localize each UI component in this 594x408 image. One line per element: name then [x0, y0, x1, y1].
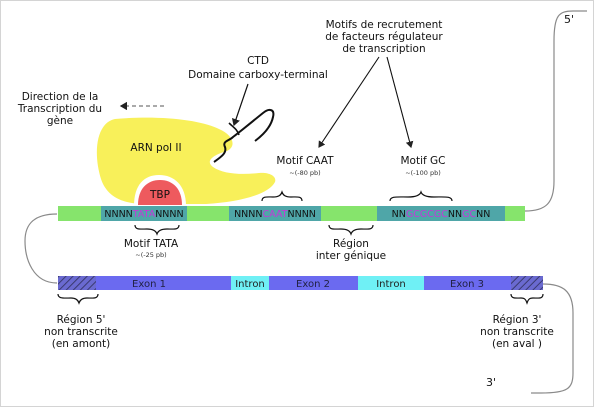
motifs-title-line1: Motifs de recrutement — [325, 19, 443, 31]
exon-2-label: Exon 2 — [296, 279, 330, 290]
direction-label-line3: gène — [46, 115, 74, 127]
tbp-label: TBP — [150, 189, 170, 201]
ctd-pointer-arrow — [234, 84, 248, 125]
diagram-canvas — [1, 1, 594, 408]
region5-label-line2: non transcrite — [44, 326, 118, 338]
intergenic-label-line1: Région — [333, 238, 369, 250]
motif-tata-label: Motif TATA — [123, 238, 179, 250]
three-prime-label: 3' — [485, 376, 497, 389]
region5-label-line3: (en amont) — [51, 338, 111, 350]
motif-caat-position: ~(-80 pb) — [289, 169, 321, 177]
region3-label-line1: Région 3' — [492, 314, 542, 326]
intergenic-brace-bottom — [329, 225, 373, 234]
motifs-arrow-caat — [319, 57, 379, 147]
region3-label-line2: non transcrite — [480, 326, 554, 338]
motif-gc-label: Motif GC — [400, 155, 446, 167]
caat-brace-top — [262, 192, 302, 201]
motif-caat-label: Motif CAAT — [276, 155, 334, 167]
utr-3prime-segment — [511, 276, 543, 290]
motifs-title-line3: de transcription — [342, 43, 426, 55]
motifs-arrow-gc — [387, 57, 411, 147]
gc-box-sequence: NNGCGCGCNNGCNN — [391, 209, 491, 220]
utr-5prime-segment — [58, 276, 96, 290]
five-prime-label: 5' — [563, 13, 575, 26]
intron-2-label: Intron — [376, 279, 406, 290]
motifs-title-line2: de facteurs régulateur — [325, 31, 443, 43]
dna-strand-5prime-connector — [525, 11, 587, 211]
ctd-title: CTD — [247, 55, 269, 67]
region5-label-line1: Région 5' — [56, 314, 106, 326]
region5-brace — [58, 294, 98, 303]
direction-label-line2: Transcription du — [17, 103, 103, 115]
motif-gc-position: ~(-100 pb) — [405, 169, 441, 177]
tata-brace-bottom — [135, 225, 179, 234]
caat-box-sequence: NNNNCAATNNNN — [234, 209, 316, 220]
intron-1-label: Intron — [235, 279, 265, 290]
motif-tata-position: ~(-25 pb) — [135, 251, 167, 259]
tata-box-sequence: NNNNTATANNNN — [104, 209, 184, 220]
exon-3-label: Exon 3 — [450, 279, 484, 290]
region3-brace — [511, 294, 543, 303]
region3-label-line3: (en aval ) — [492, 338, 542, 350]
rna-polymerase-ii-shape — [97, 118, 275, 204]
intergenic-label-line2: inter génique — [315, 250, 387, 262]
ctd-subtitle: Domaine carboxy-terminal — [188, 69, 328, 81]
rna-pol-ii-label: ARN pol II — [130, 142, 182, 154]
dna-strand-left-loop — [25, 214, 57, 283]
gc-brace-top — [390, 192, 452, 201]
direction-label-line1: Direction de la — [21, 91, 99, 103]
exon-1-label: Exon 1 — [132, 279, 166, 290]
